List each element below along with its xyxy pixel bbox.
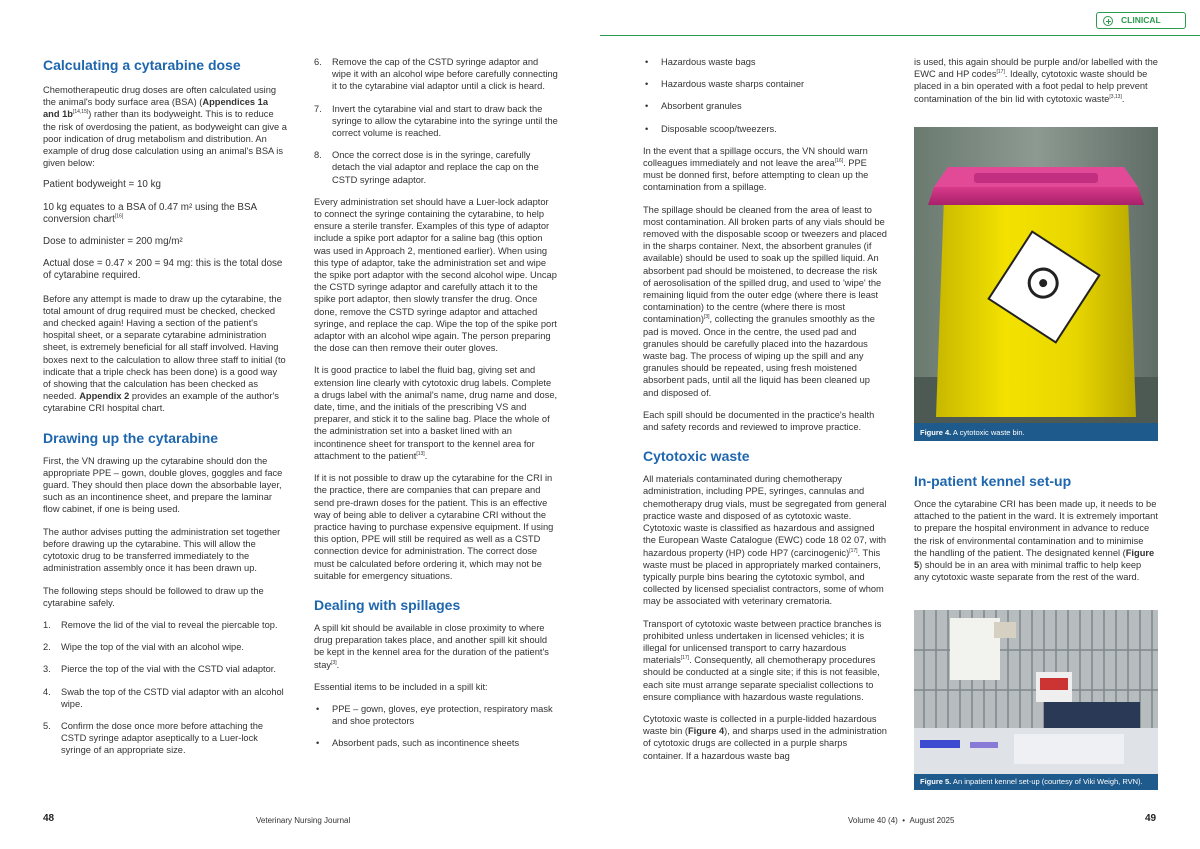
paragraph: A spill kit should be available in close proximity to where drug preparation takes place, and another spill kit should be kept in the kennel area for the duration of the patient's stay[3]. (314, 622, 549, 670)
list-item: 5. Confirm the dose once more before attaching the CSTD syringe adaptor aseptically to a Luer-lock syringe of an appropriate size. (43, 720, 264, 756)
cytotoxic-waste-bin-image (914, 127, 1158, 423)
list-item: • Disposable scoop/tweezers. (643, 123, 887, 135)
column-2 (314, 56, 558, 760)
paragraph: Once the cytarabine CRI has been made up, it needs to be attached to the patient in the ward. It is extremely important to prepare the hospital environment in advance to reduce the risk of environmental contamination and to minimise the handling of the patient. The designated kennel (Figure 5) should be in an area with minimal traffic to help keep any cytotoxic waste separate from the rest of the ward. (914, 499, 1158, 583)
steps-list (43, 619, 287, 757)
figure-4 (914, 127, 1158, 441)
paragraph: The spillage should be cleaned from the area of least to most contamination. All broken parts of any vials should be removed with the disposable scoop or tweezers and placed in the sharps container. Next, the absorbent granules (if available) should be used to soak up the spilled liquid. An absorbent pad should be moistened, to decrease the risk of aerosolisation of the spilled drug, and used to 'wipe' the remaining liquid from the outer edge (where there is least contamination) to the centre (where there is most contamination)[3], collecting the granules smoothly as the pad is moved. Once in the centre, the used pad and granules should be carefully placed into the hazardous waste bag. The process of wiping up the spill and any granules should be repeated, using fresh moistened absorbent pads, until all the liquid has been cleaned up and disposed of. (643, 204, 887, 398)
paragraph: Essential items to be included in a spill kit: (314, 681, 488, 692)
calc-line: 10 kg equates to a BSA of 0.47 m² using the BSA conversion chart[16] (43, 201, 257, 225)
figure-4-caption: Figure 4. A cytotoxic waste bin. (920, 428, 1025, 437)
calc-line: Actual dose = 0.47 × 200 = 94 mg: this is the total dose of cytarabine required. (43, 258, 283, 282)
header-rule (600, 35, 1200, 36)
column-1 (43, 56, 287, 767)
heading-calculating: Calculating a cytarabine dose (43, 57, 241, 73)
list-item: • Absorbent pads, such as incontinence sheets (314, 737, 558, 749)
paragraph: If it is not possible to draw up the cytarabine for the CRI in the practice, there are companies that can prepare and send pre-drawn doses for the patient. This is an effective way of being able to deliver a cytarabine CRI without the practice having to purchase expensive equipment. If using this option, PPE will still be required as well as a CSTD connection device for administration. The correct dose must be calculated before ordering it, which may not be suitable for emergency situations. (314, 473, 554, 581)
figure-5 (914, 610, 1158, 790)
paragraph: Chemotherapeutic drug doses are often calculated using the animal's body surface area (BSA) (Appendices 1a and 1b[14,15]) rather than its bodyweight. This is to reduce the risk of overdosing the patient, as bodyweight can give a poor indication of drug metabolism and distribution. An example of drug dose calculation using an animal's BSA is given below: (43, 85, 287, 169)
paragraph: All materials contaminated during chemotherapy administration, including PPE, syringes, cannulas and chemotherapy drug vials, must be segregated from general practice waste and disposed of as cytotoxic waste. Cytotoxic waste is classified as hazardous and assigned the European Waste Catalogue (EWC) code 18 02 07, with hazardous property (HP) code HP7 (carcinogenic)[17]. This waste must be placed in appropriately marked containers, typically purple bins bearing the cytotoxic symbol, and collected by licensed specialist contractors, some of whom may be associated with veterinary crematoria. (643, 474, 887, 607)
spill-kit-list (314, 703, 558, 750)
paragraph: Transport of cytotoxic waste between practice branches is prohibited unless undertaken in licensed vehicles; it is illegal for unlicensed transport to carry hazardous materials[17]. Consequently, all chemotherapy procedures should be conducted at a single site; if this is not feasible, each site must arrange separate specialist collections to ensure compliance with hazardous waste regulations. (643, 618, 882, 702)
list-item: • Hazardous waste bags (643, 56, 887, 68)
paragraph: Cytotoxic waste is collected in a purple-lidded hazardous waste bin (Figure 4), and sharps used in the administration of cytotoxic drugs are collected in a purple sharps container. If a hazardous waste bag (643, 713, 887, 761)
paragraph: Before any attempt is made to draw up the cytarabine, the total amount of drug required must be checked, checked and checked again! Having a section of the patient's hospital sheet, or a separate cytarabine administration sheet, is extremely beneficial for all staff involved. Having boxes next to the calculation to allow three staff to initial (to indicate that a triple check has been done) is a good way of showing that the calculation has been checked as needed. Appendix 2 provides an example of the author's cytarabine CRI hospital chart. (43, 293, 286, 414)
list-item: 4. Swab the top of the CSTD vial adaptor with an alcohol wipe. (43, 686, 284, 709)
steps-list-continued (314, 56, 558, 186)
spill-kit-list-continued (643, 56, 887, 135)
kennel-setup-image (914, 610, 1158, 774)
journal-name: Veterinary Nursing Journal (256, 816, 351, 825)
heading-spillages: Dealing with spillages (314, 596, 461, 613)
section-tag-label: CLINICAL (1121, 15, 1161, 25)
volume-date: Volume 40 (4) • August 2025 (848, 816, 955, 825)
section-tag (1096, 12, 1186, 29)
column-4-top (914, 56, 1158, 105)
list-item: 2. Wipe the top of the vial with an alcohol wipe. (43, 642, 244, 653)
paragraph: Every administration set should have a Luer-lock adaptor to connect the syringe containing the cytarabine, to help ensure a sterile transfer. Examples of this type of adaptor include a spike port adaptor for a saline bag (this option was used in Approach 2, mentioned earlier). When using this type of adaptor, take the administration set and wipe the spike port adaptor with the second alcohol wipe. Uncap the CSTD syringe adaptor and carefully attach it to the spike port adaptor, then slowly transfer the drug. Once done, remove the CSTD syringe adaptor and attached syringe, and replace the cap. Wipe the top of the spike port adaptor with an alcohol wipe again. The person preparing the dose can then remove their outer gloves. (314, 196, 557, 354)
figure-5-caption: Figure 5. An inpatient kennel set-up (courtesy of Viki Weigh, RVN). (920, 777, 1143, 786)
column-4-bottom (914, 472, 1158, 583)
calc-line: Dose to administer = 200 mg/m² (43, 236, 183, 248)
heading-kennel-setup: In-patient kennel set-up (914, 473, 1072, 489)
list-item: 7. Invert the cytarabine vial and start to draw back the syringe to allow the cytarabine into the syringe until the correct volume is reached. (314, 103, 558, 139)
plus-circle-icon (1103, 16, 1113, 26)
paragraph: First, the VN drawing up the cytarabine should don the appropriate PPE – gown, double gloves, goggles and face guard. They should then place down the absorbable layer, such as an incontinence sheet, and prepare the laminar flow cabinet, if one is being used. (43, 455, 283, 515)
list-item: • PPE – gown, gloves, eye protection, respiratory mask and shoe protectors (314, 703, 558, 727)
list-item: 8. Once the correct dose is in the syringe, carefully detach the vial adaptor and replace the cap on the CSTD syringe adaptor. (314, 150, 539, 185)
list-item: 3. Pierce the top of the vial with the CSTD vial adaptor. (43, 664, 276, 675)
list-item: • Absorbent granules (643, 100, 887, 112)
calc-line: Patient bodyweight = 10 kg (43, 179, 161, 191)
paragraph: The following steps should be followed to draw up the cytarabine safely. (43, 585, 264, 608)
list-item: • Hazardous waste sharps container (643, 78, 887, 90)
list-item: 6. Remove the cap of the CSTD syringe adaptor and wipe it with an alcohol wipe before carefully connecting it to the cytarabine vial adaptor until a click is heard. (314, 57, 558, 92)
paragraph: In the event that a spillage occurs, the VN should warn colleagues immediately and not leave the area[16]. PPE must be donned first, before attempting to clean up the contamination from a spillage. (643, 145, 869, 193)
paragraph: is used, this again should be purple and/or labelled with the EWC and HP codes[17]. Ideally, cytotoxic waste should be placed in a bin operated with a foot pedal to help prevent contamination of the bin lid with cytotoxic waste[3,13]. (914, 57, 1158, 104)
page-number-right: 49 (1145, 813, 1157, 824)
heading-cytotoxic-waste: Cytotoxic waste (643, 448, 750, 465)
list-item: 1. Remove the lid of the vial to reveal the piercable top. (43, 619, 278, 630)
column-3 (643, 56, 887, 762)
paragraph: Each spill should be documented in the practice's health and safety records and reviewed to improve practice. (643, 409, 875, 433)
heading-drawing-up: Drawing up the cytarabine (43, 429, 219, 446)
paragraph: The author advises putting the administration set together before drawing up the cytarabine. This will allow the cytotoxic drug to be transferred immediately to the administration assembly once it has been drawn up. (43, 526, 281, 574)
paragraph: It is good practice to label the fluid bag, giving set and extension line clearly with cytotoxic drug labels. Complete a drugs label with the animal's name, drug name and dose, date, time, and the initials of the prescribing VS and preparer, and stick it to the saline bag. Place the whole of the administration set into a basket lined with an incontinence sheet for transport to the kennel area for attachment to the patient[13]. (314, 365, 558, 461)
page-number-left: 48 (43, 813, 55, 824)
